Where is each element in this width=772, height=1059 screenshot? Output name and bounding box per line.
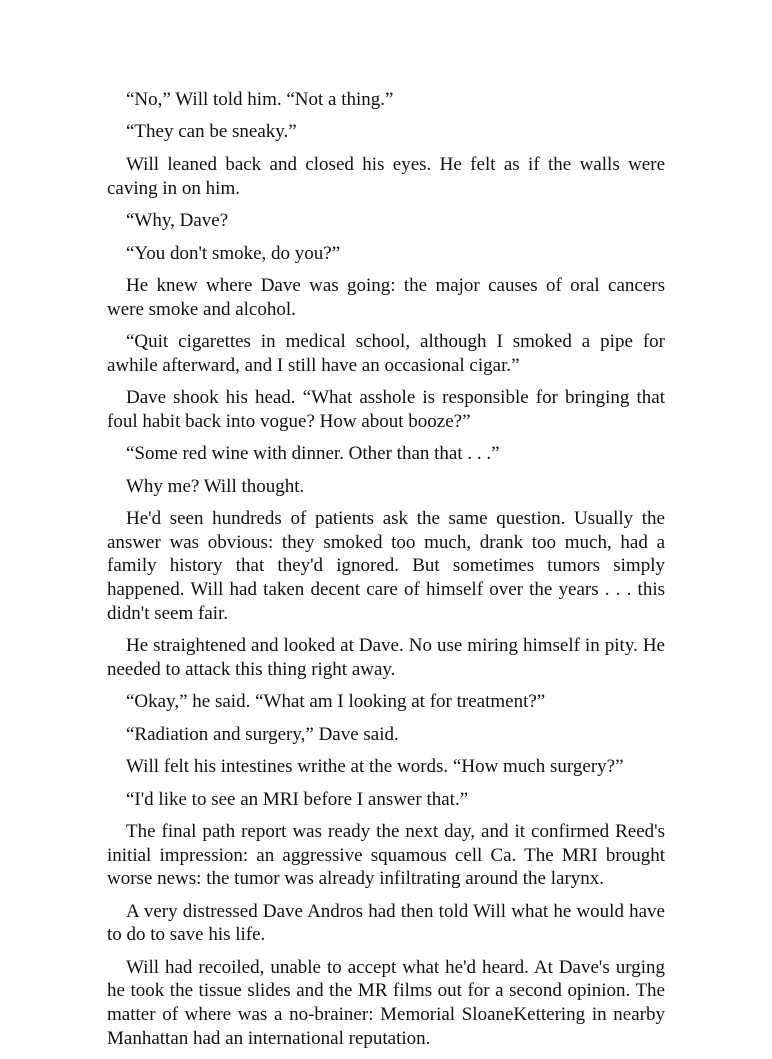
paragraph: He'd seen hundreds of patients ask the same question. Usually the answer was obvious: they smoked too much, drank too much, had a family history that they'd ignored. But sometimes tumors simply happened. Will had taken decent care of himself over the years . . . this didn't seem fair.: [107, 508, 665, 624]
paragraph: Will had recoiled, unable to accept what he'd heard. At Dave's urging he took the tissue slides and the MR films out for a second opinion. The matter of where was a no-brainer: Memorial SloaneKettering in nearby Manhattan had an international reputation.: [107, 956, 665, 1049]
paragraph: “Some red wine with dinner. Other than that . . .”: [126, 443, 500, 465]
paragraph: Dave shook his head. “What asshole is responsible for bringing that foul habit back into vogue? How about booze?”: [107, 387, 665, 432]
paragraph: “Radiation and surgery,” Dave said.: [126, 723, 399, 745]
paragraph: “No,” Will told him. “Not a thing.”: [126, 89, 394, 110]
paragraph: “They can be sneaky.”: [126, 121, 297, 143]
paragraph: “You don't smoke, do you?”: [126, 242, 341, 264]
paragraph: “Why, Dave?: [126, 210, 229, 232]
paragraph: “Quit cigarettes in medical school, although I smoked a pipe for awhile afterward, and I still have an occasional cigar.”: [107, 331, 665, 376]
paragraph: He straightened and looked at Dave. No use miring himself in pity. He needed to attack this thing right away.: [107, 635, 665, 680]
paragraph: Will felt his intestines writhe at the words. “How much surgery?”: [126, 756, 624, 778]
paragraph: The final path report was ready the next day, and it confirmed Reed's initial impression: an aggressive squamous cell Ca. The MRI brought worse news: the tumor was already infiltrating around the larynx.: [107, 821, 665, 890]
paragraph: Will leaned back and closed his eyes. He felt as if the walls were caving in on him.: [107, 153, 665, 199]
paragraph: “I'd like to see an MRI before I answer that.”: [126, 788, 469, 810]
paragraph: Why me? Will thought.: [126, 475, 305, 497]
book-page: [107, 88, 665, 1059]
paragraph: He knew where Dave was going: the major causes of oral cancers were smoke and alcohol.: [107, 275, 665, 320]
paragraph: A very distressed Dave Andros had then told Will what he would have to do to save his life.: [107, 900, 665, 946]
paragraph: “Okay,” he said. “What am I looking at for treatment?”: [126, 691, 546, 713]
